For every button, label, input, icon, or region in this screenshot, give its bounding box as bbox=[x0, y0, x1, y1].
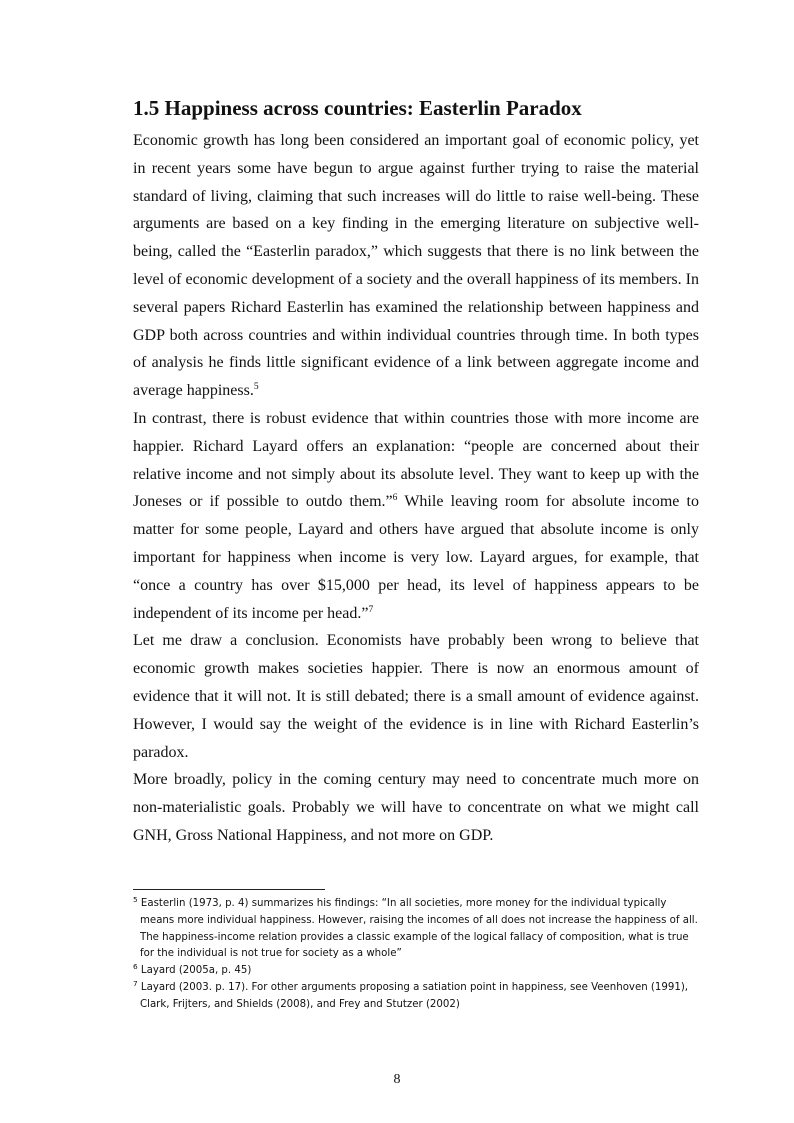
paragraph-text: Economic growth has long been considered an important goal of economic policy, yet in recent years some have begun to argue against further trying to raise the material standard of living, claiming that such increases will do little to raise well-being. These arguments are based on a key finding in the emerging literature on subjective well-being, called the “Easterlin paradox,” which suggests that there is no link between the level of economic development of a society and the overall happiness of its members. In several papers Richard Easterlin has examined the relationship between happiness and GDP both across countries and within individual countries through time. In both types of analysis he finds little significant evidence of a link between aggregate income and average happiness. bbox=[133, 132, 699, 400]
page-number: 8 bbox=[393, 1072, 401, 1087]
footnote-text: Layard (2003. p. 17). For other arguments proposing a satiation point in happiness, see Veenhoven (1991), Clark, Frijters, and Shields (2008), and Frey and Stutzer (2002) bbox=[137, 981, 689, 1010]
footnote-text: Easterlin (1973, p. 4) summarizes his findings: “In all societies, more money for the individual typically means more individual happiness. However, raising the incomes of all does not increase the happiness of all. The happiness-income relation provides a classic example of the logical fallacy of composition, what is true for the individual is not true for society as a whole” bbox=[137, 898, 698, 960]
paragraph-layard bbox=[133, 405, 699, 627]
paragraph-policy bbox=[133, 766, 699, 849]
footnote-7 bbox=[133, 980, 699, 1014]
footnote-separator bbox=[133, 889, 325, 890]
paragraph-conclusion bbox=[133, 627, 699, 766]
footnote-ref-5[interactable]: 5 bbox=[253, 380, 259, 392]
footnote-number: 7 bbox=[133, 978, 138, 988]
footnote-6 bbox=[133, 963, 699, 980]
footnotes bbox=[133, 896, 699, 1014]
footnote-ref-7[interactable]: 7 bbox=[368, 603, 374, 615]
body-text bbox=[133, 127, 699, 850]
paragraph-easterlin-paradox bbox=[133, 127, 699, 405]
paragraph-text: In contrast, there is robust evidence that within countries those with more income are happier. Richard Layard offers an explanation: “people are concerned about their relative income and not simply about its absolute level. They want to keep up with the Joneses or if possible to outdo them.” bbox=[133, 409, 699, 511]
footnote-text: Layard (2005a, p. 45) bbox=[137, 965, 252, 977]
footnote-ref-6[interactable]: 6 bbox=[392, 492, 398, 504]
paragraph-text: Let me draw a conclusion. Economists have probably been wrong to believe that economic growth makes societies happier. There is now an enormous amount of evidence that it will not. It is still debated; there is a small amount of evidence against. However, I would say the weight of the evidence is in line with Richard Easterlin’s paradox. bbox=[133, 632, 699, 761]
footnote-number: 6 bbox=[133, 962, 138, 972]
footnote-number: 5 bbox=[133, 894, 138, 904]
paragraph-text: While leaving room for absolute income to matter for some people, Layard and others have argued that absolute income is only important for happiness when income is very low. Layard argues, for example, that “once a country has over $15,000 per head, its level of happiness appears to be independent of its income per head.” bbox=[133, 493, 700, 622]
paragraph-text: More broadly, policy in the coming century may need to concentrate much more on non-materialistic goals. Probably we will have to concentrate on what we might call GNH, Gross National Happiness, and not more on GDP. bbox=[133, 771, 699, 844]
section-title: 1.5 Happiness across countries: Easterlin Paradox bbox=[133, 96, 582, 120]
footnote-5 bbox=[133, 896, 699, 963]
